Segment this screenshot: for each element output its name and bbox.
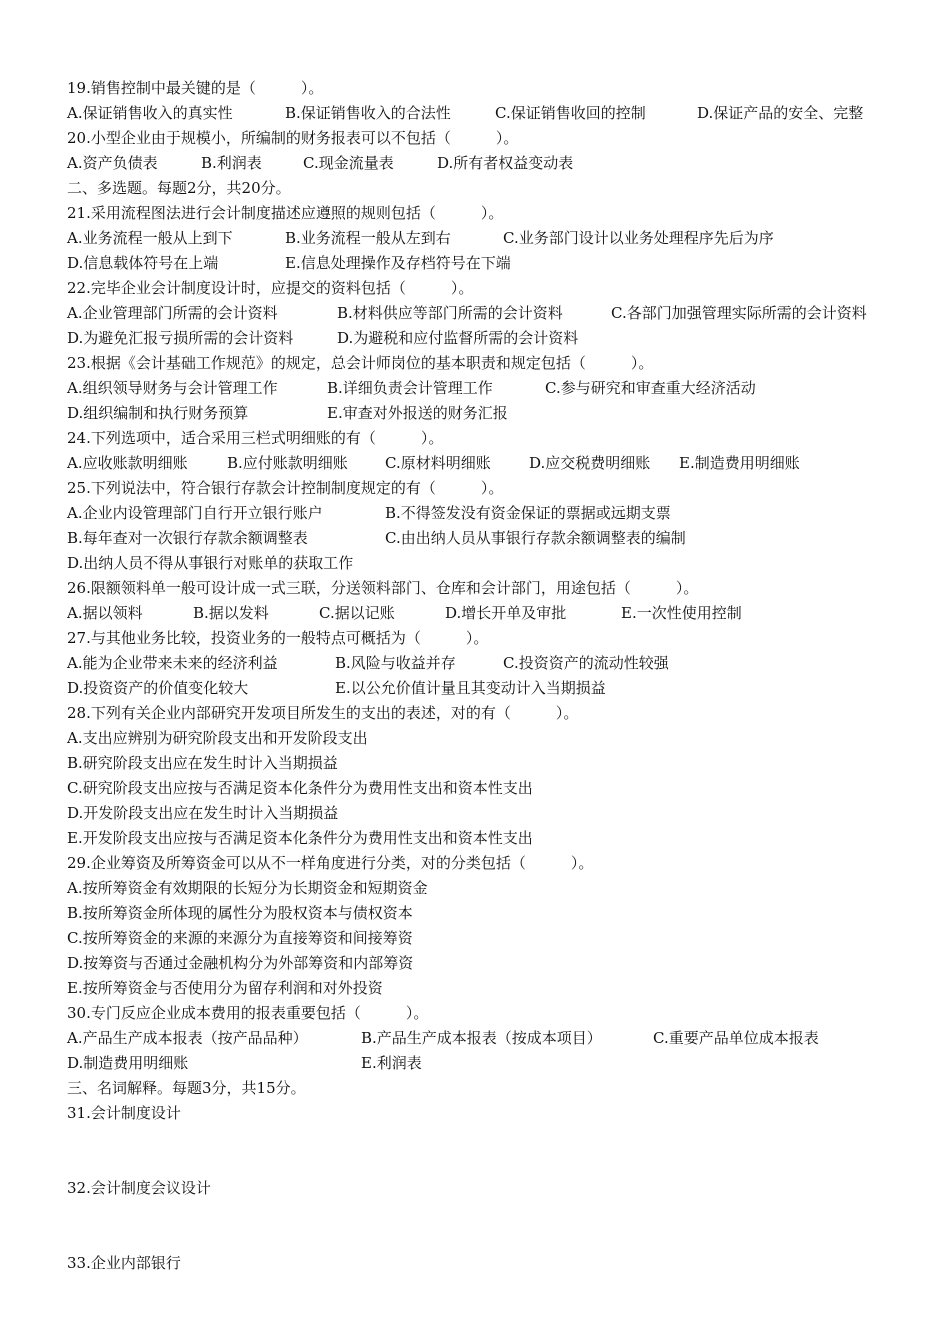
option-d: D.按筹资与否通过金融机构分为外部筹资和内部筹资	[67, 954, 414, 972]
option-a: A.保证销售收入的真实性	[67, 104, 233, 122]
option-a: A.产品生产成本报表（按产品品种）	[67, 1029, 308, 1047]
option-b: B.研究阶段支出应在发生时计入当期损益	[67, 754, 338, 772]
option-d: D.保证产品的安全、完整	[697, 104, 864, 122]
option-c: C.各部门加强管理实际所需的会计资料	[611, 304, 867, 322]
option-c: C.由出纳人员从事银行存款余额调整表的编制	[385, 529, 686, 547]
option-d: D.所有者权益变动表	[437, 154, 574, 172]
question-text: 32.会计制度会议设计	[67, 1179, 211, 1197]
option-b: B.利润表	[201, 154, 262, 172]
option-b: B.材料供应等部门所需的会计资料	[337, 304, 563, 322]
option-c: C.现金流量表	[303, 154, 394, 172]
question-text: 28.下列有关企业内部研究开发项目所发生的支出的表述，对的有（ ）。	[67, 704, 579, 722]
option-d: D.应交税费明细账	[529, 454, 651, 472]
option-d: D.组织编制和执行财务预算	[67, 404, 249, 422]
option-d: D.开发阶段支出应在发生时计入当期损益	[67, 804, 339, 822]
option-c: C.业务部门设计以业务处理程序先后为序	[503, 229, 774, 247]
option-b: B.风险与收益并存	[335, 654, 456, 672]
question-text: 24.下列选项中，适合采用三栏式明细账的有（ ）。	[67, 429, 444, 447]
option-c: C.研究阶段支出应按与否满足资本化条件分为费用性支出和资本性支出	[67, 779, 533, 797]
option-c: C.投资资产的流动性较强	[503, 654, 669, 672]
option-b: B.产品生产成本报表（按成本项目）	[361, 1029, 602, 1047]
option-d-2: D.为避税和应付监督所需的会计资料	[337, 329, 579, 347]
option-b: B.业务流程一般从左到右	[285, 229, 451, 247]
question-text: 29.企业筹资及所筹资金可以从不一样角度进行分类，对的分类包括（ ）。	[67, 854, 594, 872]
question-text: 22.完毕企业会计制度设计时，应提交的资料包括（ ）。	[67, 279, 474, 297]
section-title: 二、多选题。每题2分，共20分。	[67, 179, 291, 197]
option-b: B.详细负责会计管理工作	[327, 379, 493, 397]
option-a: A.企业管理部门所需的会计资料	[67, 304, 278, 322]
option-e: E.利润表	[361, 1054, 422, 1072]
section-title: 三、名词解释。每题3分，共15分。	[67, 1079, 306, 1097]
question-text: 33.企业内部银行	[67, 1254, 181, 1272]
option-d: D.制造费用明细账	[67, 1054, 189, 1072]
option-a: A.业务流程一般从上到下	[67, 229, 233, 247]
option-a: A.应收账款明细账	[67, 454, 188, 472]
question-text: 27.与其他业务比较，投资业务的一般特点可概括为（ ）。	[67, 629, 489, 647]
option-a: A.能为企业带来未来的经济利益	[67, 654, 278, 672]
option-d: D.信息载体符号在上端	[67, 254, 219, 272]
option-b: B.按所筹资金所体现的属性分为股权资本与债权资本	[67, 904, 413, 922]
question-text: 25.下列说法中，符合银行存款会计控制制度规定的有（ ）。	[67, 479, 504, 497]
option-e: E.审查对外报送的财务汇报	[327, 404, 508, 422]
option-b: B.据以发料	[193, 604, 269, 622]
option-e: E.以公允价值计量且其变动计入当期损益	[335, 679, 606, 697]
option-d: D.投资资产的价值变化较大	[67, 679, 249, 697]
question-text: 19.销售控制中最关键的是（ ）。	[67, 79, 324, 97]
option-e: E.开发阶段支出应按与否满足资本化条件分为费用性支出和资本性支出	[67, 829, 533, 847]
option-a: A.按所筹资金有效期限的长短分为长期资金和短期资金	[67, 879, 428, 897]
option-a: A.支出应辨别为研究阶段支出和开发阶段支出	[67, 729, 368, 747]
question-text: 23.根据《会计基础工作规范》的规定，总会计师岗位的基本职责和规定包括（ ）。	[67, 354, 654, 372]
option-c: C.重要产品单位成本报表	[653, 1029, 819, 1047]
question-text: 30.专门反应企业成本费用的报表重要包括（ ）。	[67, 1004, 429, 1022]
option-a: A.企业内设管理部门自行开立银行账户	[67, 504, 323, 522]
option-e: E.制造费用明细账	[679, 454, 800, 472]
question-text: 26.限额领料单一般可设计成一式三联，分送领料部门、仓库和会计部门，用途包括（ ）。	[67, 579, 699, 597]
question-text: 21.采用流程图法进行会计制度描述应遵照的规则包括（ ）。	[67, 204, 504, 222]
option-b-2: B.每年查对一次银行存款余额调整表	[67, 529, 308, 547]
question-text: 20.小型企业由于规模小，所编制的财务报表可以不包括（ ）。	[67, 129, 519, 147]
option-e: E.一次性使用控制	[621, 604, 742, 622]
option-c: C.保证销售收回的控制	[495, 104, 646, 122]
question-text: 31.会计制度设计	[67, 1104, 181, 1122]
option-c: C.按所筹资金的来源的来源分为直接筹资和间接筹资	[67, 929, 413, 947]
option-c: C.参与研究和审查重大经济活动	[545, 379, 756, 397]
option-a: A.资产负债表	[67, 154, 158, 172]
option-b: B.不得签发没有资金保证的票据或远期支票	[385, 504, 671, 522]
option-e: E.按所筹资金与否使用分为留存利润和对外投资	[67, 979, 383, 997]
option-d: D.增长开单及审批	[445, 604, 567, 622]
option-c: C.原材料明细账	[385, 454, 491, 472]
option-a: A.据以领料	[67, 604, 143, 622]
option-c: C.据以记账	[319, 604, 395, 622]
option-e: E.信息处理操作及存档符号在下端	[285, 254, 511, 272]
option-d: D.为避免汇报亏损所需的会计资料	[67, 329, 294, 347]
option-b: B.保证销售收入的合法性	[285, 104, 451, 122]
option-b: B.应付账款明细账	[227, 454, 348, 472]
option-a: A.组织领导财务与会计管理工作	[67, 379, 278, 397]
option-d: D.出纳人员不得从事银行对账单的获取工作	[67, 554, 354, 572]
